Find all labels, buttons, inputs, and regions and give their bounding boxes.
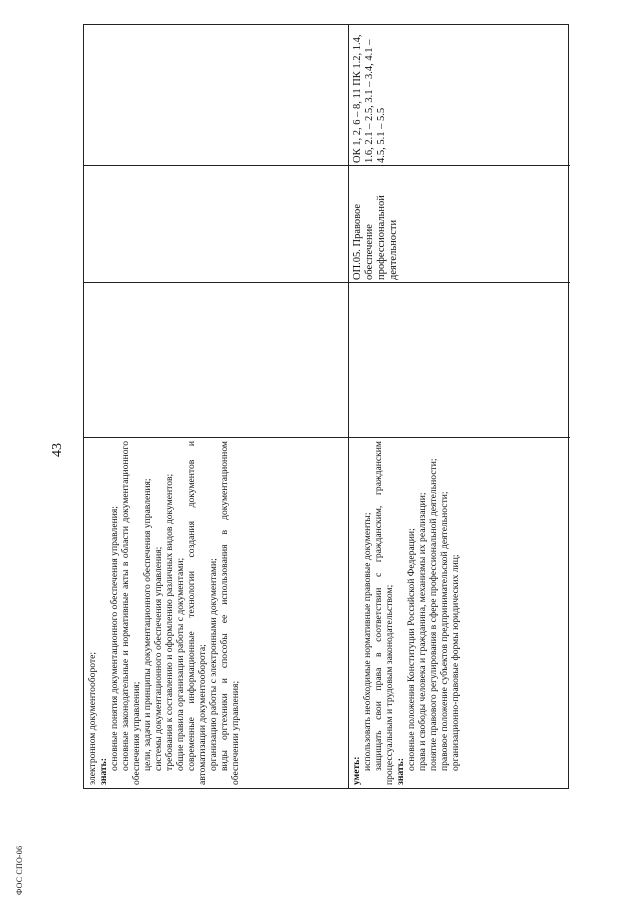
row1-line: виды оргтехники и способы ее использования в документационном обеспечении управления; (219, 441, 241, 785)
col-divider-1 (84, 437, 570, 438)
row2-line: организационно-правовые формы юридических лиц; (450, 554, 461, 771)
row1-knowledge-cell (87, 441, 345, 785)
row1-line: основные понятия документационного обеспечения управления; (109, 506, 120, 771)
row1-line: электронном документообороте; (87, 651, 98, 785)
row1-line: организацию работы с электронными документами; (208, 558, 219, 771)
row2-line: права и свободы человека и гражданина, механизмы их реализации; (417, 492, 428, 771)
row1-line: основные законодательные и нормативные акты в области документационного обеспечения управления; (120, 441, 142, 785)
discipline-name: ОП.05. Правовое обеспечение профессиональной деятельности (352, 195, 399, 280)
row1-line: цели, задачи и принципы документационного обеспечения управления; (142, 478, 153, 771)
row2-line: защищать свои права в соответствии с гражданским, гражданским процессуальным и трудовым законодательством; (373, 441, 395, 785)
row2-line: основные положения Конституции Российской Федерации; (406, 528, 417, 771)
row1-label-know: знать: (98, 758, 109, 785)
competency-codes: ОК 1, 2, 6 – 8, 11 ПК 1.2, 1.4, 1.6, 2.1 – 2.5, 3.1 – 3.4, 4.1 – 4.5, 5.1 – 5.5 (352, 34, 387, 163)
row2-label-know: знать: (395, 758, 406, 785)
row1-line: общие правила организации работы с документами; (175, 557, 186, 771)
row2-line: понятие правового регулирования в сфере профессиональной деятельности; (428, 458, 439, 771)
competencies-cell (352, 27, 462, 163)
row2-skills-cell (351, 441, 567, 785)
discipline-cell (352, 170, 442, 280)
col-divider-2 (84, 282, 570, 283)
competency-table (83, 24, 569, 789)
row2-line: правовое положение субъектов предпринимательской деятельности; (439, 491, 450, 771)
page-number: 43 (50, 443, 65, 457)
row1-line: требования к составлению и оформлению различных видов документов; (164, 473, 175, 771)
row2-label-can: уметь: (351, 756, 362, 785)
row-divider (348, 25, 349, 788)
row1-line: системы документационного обеспечения управления; (153, 546, 164, 771)
row1-line: современные информационные технологии создания документов и автоматизации документооборота; (186, 441, 208, 785)
col-divider-3 (84, 165, 570, 166)
footer-code: ФОС СПО-06 (15, 845, 24, 895)
row2-line: использовать необходимые нормативные правовые документы; (362, 512, 373, 771)
